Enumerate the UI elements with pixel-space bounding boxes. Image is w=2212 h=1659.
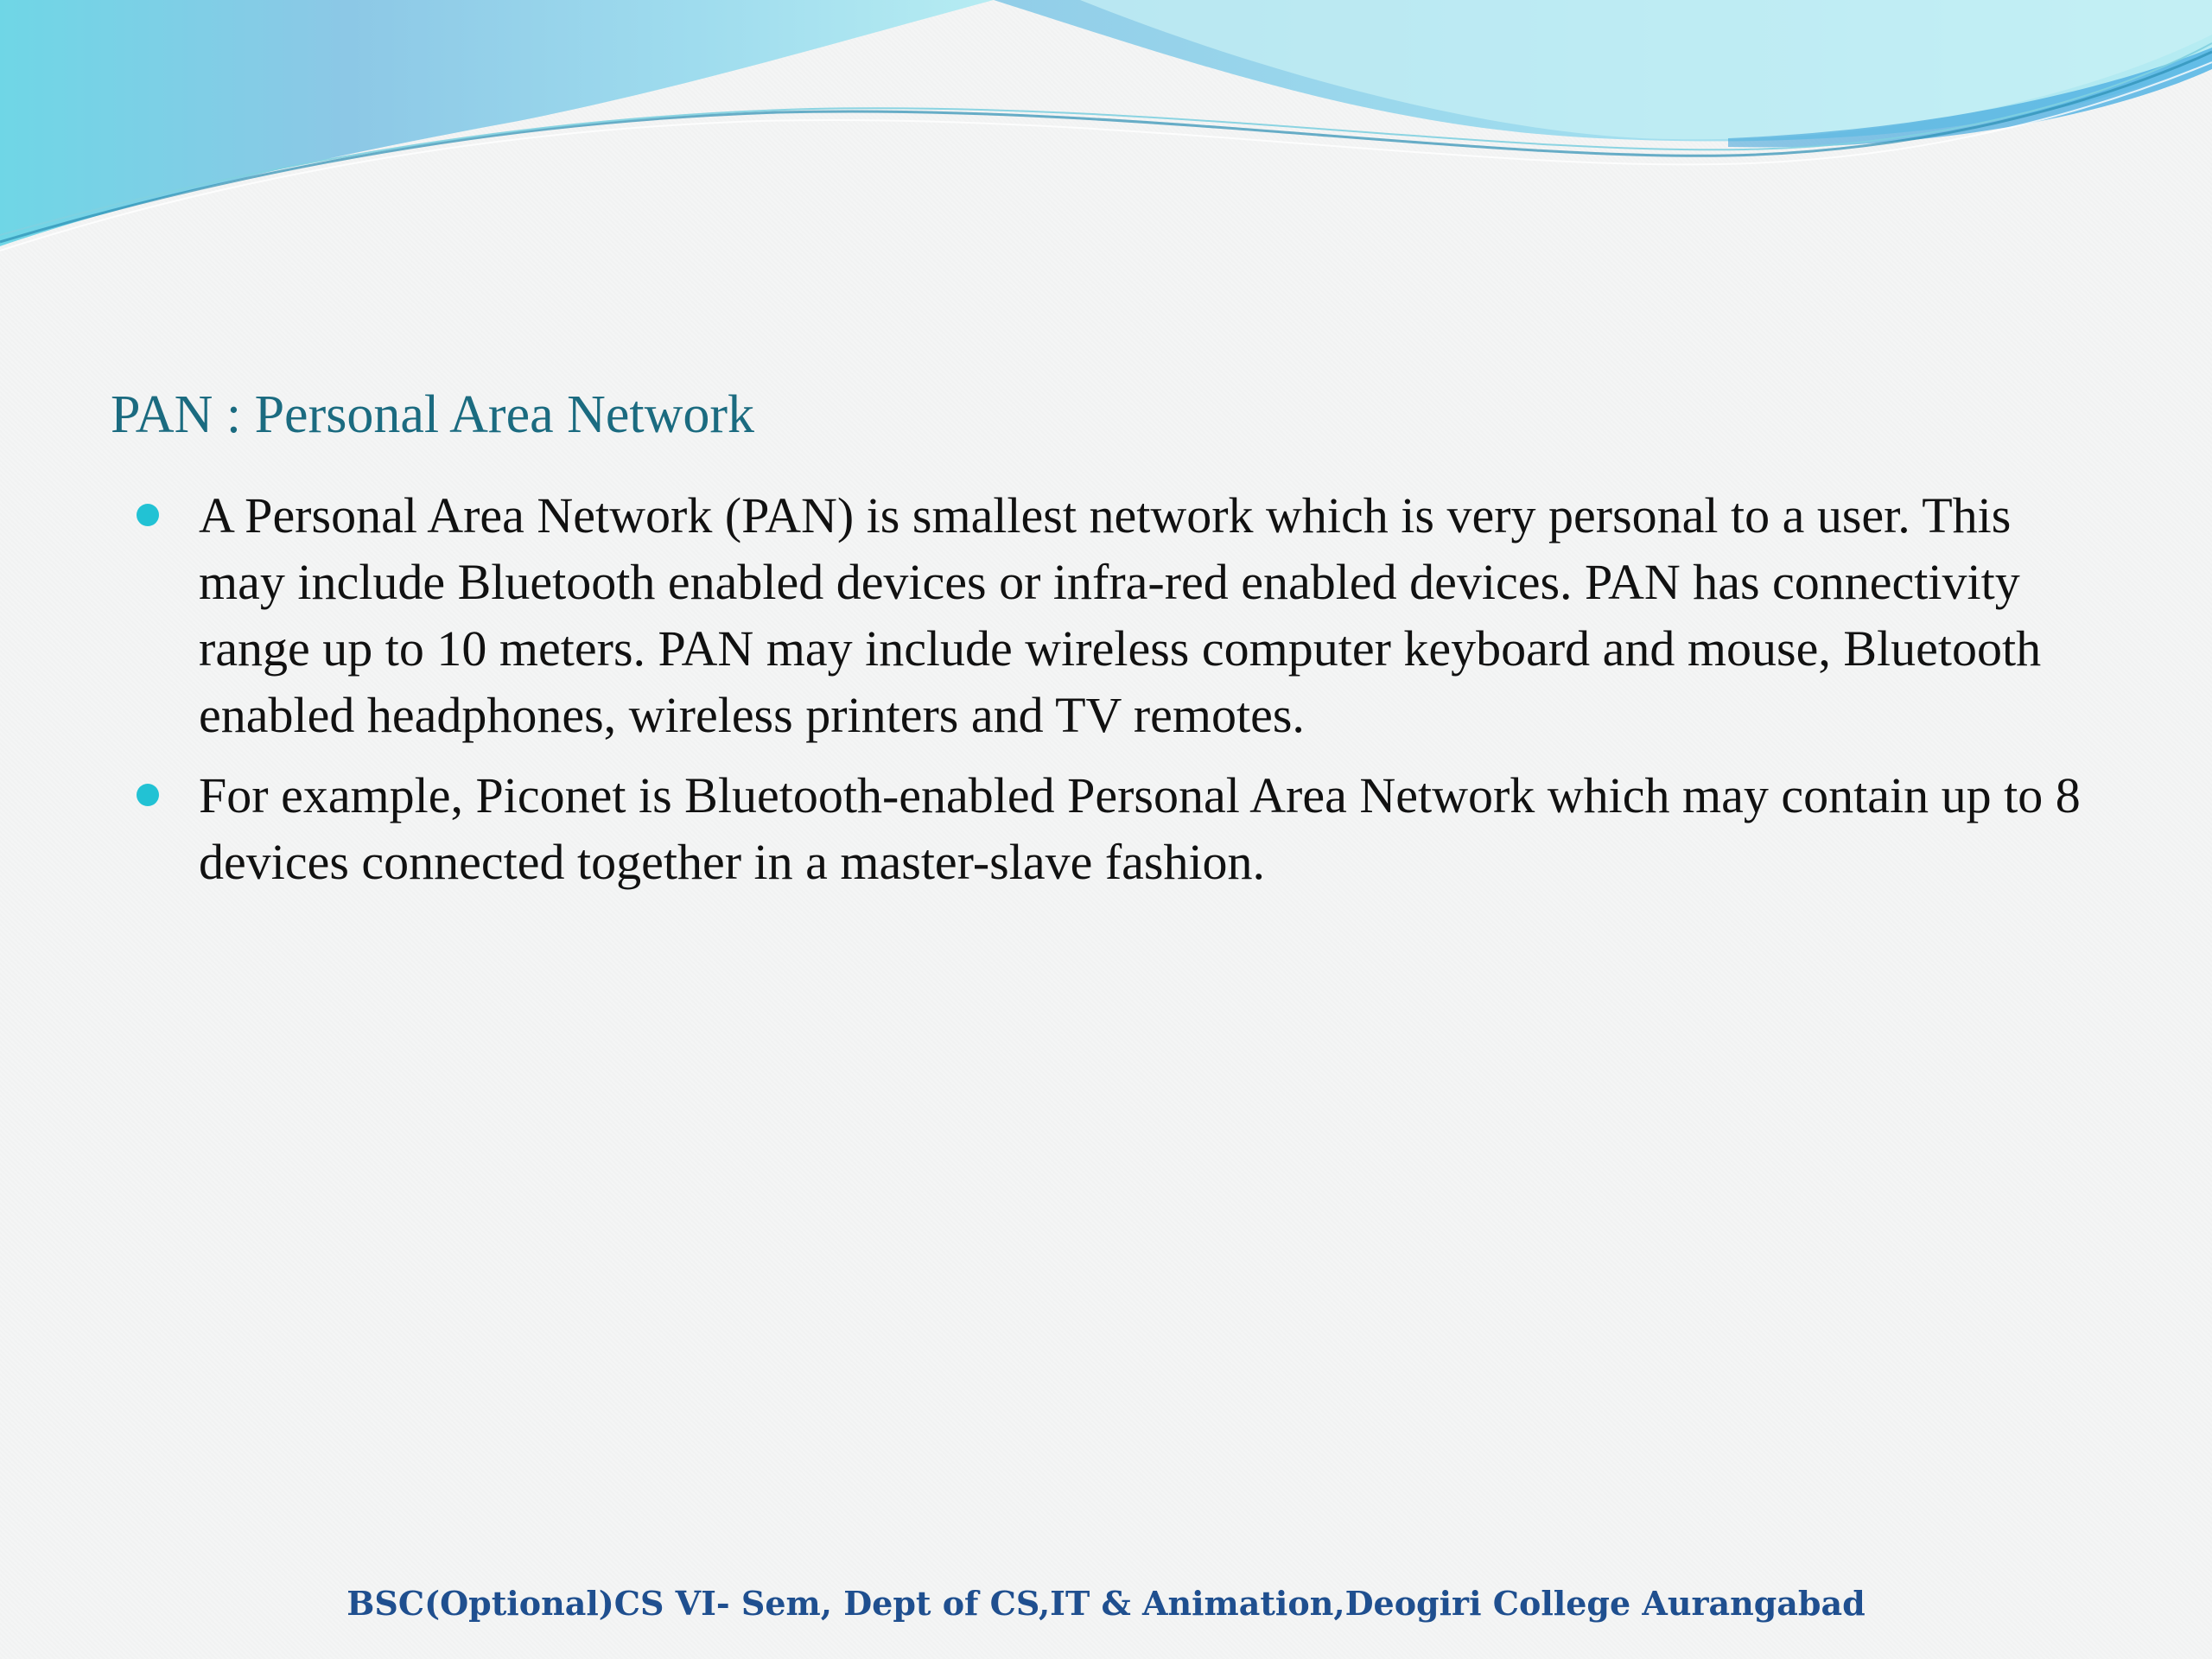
bullet-dot-icon [137,784,159,806]
slide-title: PAN : Personal Area Network [111,385,755,444]
bullet-text: A Personal Area Network (PAN) is smallest network which is very personal to a user. This may include Bluetooth enabled devices or infra-red enabled devices. PAN has connectivity range up to 10 meters. PAN may include wireless computer keyboard and mouse, Bluetooth enabled headphones, wireless printers and TV remotes. [199,487,2042,743]
wave-left-shape [0,0,994,246]
bullet-dot-icon [137,504,159,526]
slide-footer: BSC(Optional)CS VI- Sem, Dept of CS,IT & Animation,Deogiri College Aurangabad [346,1584,1866,1623]
bullet-item [130,762,2082,895]
bullet-text: For example, Piconet is Bluetooth-enabled Personal Area Network which may contain up to 8 devices connected together in a master-slave fashion. [199,767,2081,890]
bullet-item [130,482,2082,748]
header-wave-decoration [0,0,2212,259]
bullet-list [130,482,2082,909]
